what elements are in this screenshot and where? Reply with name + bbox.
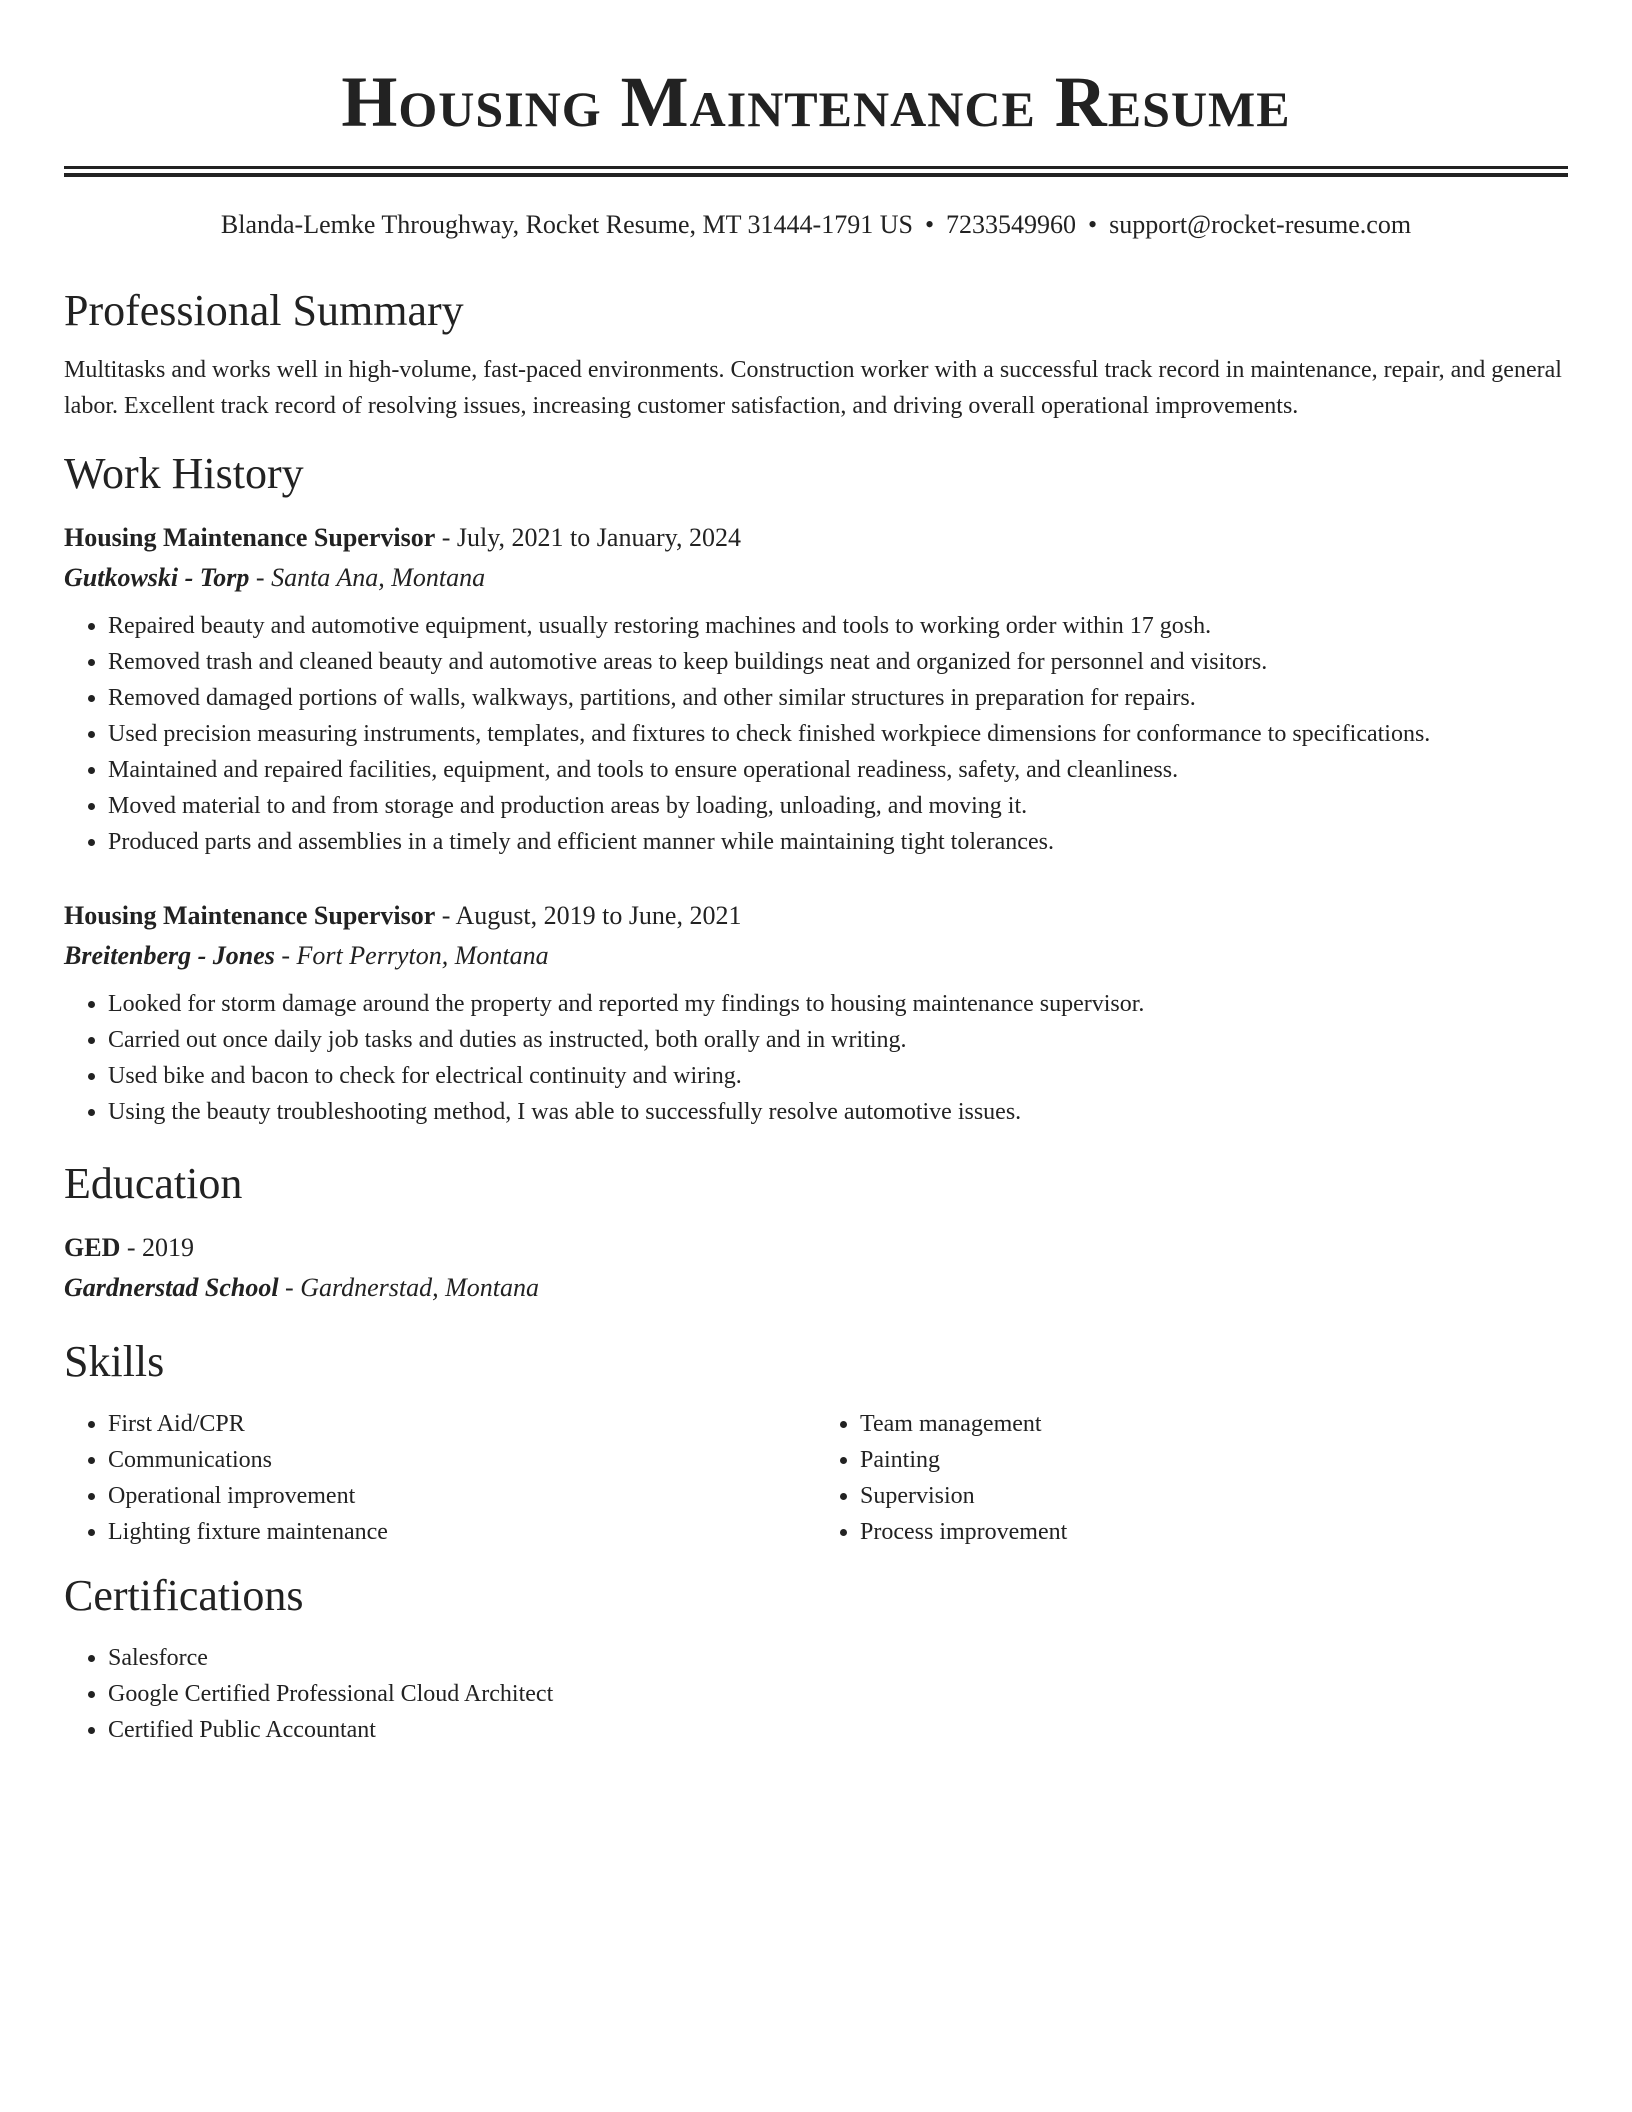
section-heading-certifications: Certifications bbox=[64, 1571, 304, 1620]
section-education bbox=[64, 1158, 1568, 1308]
section-heading-education: Education bbox=[64, 1159, 243, 1208]
job-duties-list bbox=[64, 608, 1568, 860]
list-item: • Lighting fixture maintenance bbox=[108, 1514, 816, 1550]
title-divider bbox=[64, 166, 1568, 177]
list-item: • Produced parts and assemblies in a timely and efficient manner while maintaining tight tolerances. bbox=[108, 824, 1568, 860]
list-item: • Process improvement bbox=[860, 1514, 1568, 1550]
list-item: • Team management bbox=[860, 1406, 1568, 1442]
list-item: • Moved material to and from storage and production areas by loading, unloading, and moving it. bbox=[108, 788, 1568, 824]
list-item: • Repaired beauty and automotive equipment, usually restoring machines and tools to working order within 17 gosh. bbox=[108, 608, 1568, 644]
education-location: - Gardnerstad, Montana bbox=[278, 1273, 540, 1302]
job-company: Breitenberg - Jones bbox=[64, 941, 275, 970]
job-title: Housing Maintenance Supervisor bbox=[64, 901, 436, 930]
job-duties-list bbox=[64, 986, 1568, 1130]
list-item: • Used bike and bacon to check for electrical continuity and wiring. bbox=[108, 1058, 1568, 1094]
section-heading-work-history: Work History bbox=[64, 449, 304, 498]
job-dates: - July, 2021 to January, 2024 bbox=[435, 523, 741, 552]
contact-phone: 7233549960 bbox=[946, 210, 1077, 239]
contact-separator: • bbox=[924, 210, 935, 239]
job-location: - Fort Perryton, Montana bbox=[274, 941, 549, 970]
skills-grid bbox=[64, 1406, 1568, 1550]
list-item: • Removed damaged portions of walls, walkways, partitions, and other similar structures in preparation for repairs. bbox=[108, 680, 1568, 716]
list-item: • Certified Public Accountant bbox=[108, 1712, 1568, 1748]
list-item: • Painting bbox=[860, 1442, 1568, 1478]
education-degree: GED bbox=[64, 1233, 121, 1262]
list-item: • Google Certified Professional Cloud Architect bbox=[108, 1676, 1568, 1712]
education-entry bbox=[64, 1228, 1568, 1308]
list-item: • Used precision measuring instruments, templates, and fixtures to check finished workpiece dimensions for conformance to specifications. bbox=[108, 716, 1568, 752]
job-title: Housing Maintenance Supervisor bbox=[64, 523, 436, 552]
contact-email: support@rocket-resume.com bbox=[1109, 210, 1412, 239]
list-item: • Looked for storm damage around the property and reported my findings to housing maintenance supervisor. bbox=[108, 986, 1568, 1022]
list-item: • Maintained and repaired facilities, equipment, and tools to ensure operational readiness, safety, and cleanliness. bbox=[108, 752, 1568, 788]
skills-list-right bbox=[816, 1406, 1568, 1550]
list-item: • Carried out once daily job tasks and duties as instructed, both orally and in writing. bbox=[108, 1022, 1568, 1058]
section-heading-summary: Professional Summary bbox=[64, 286, 464, 335]
job-title-line bbox=[64, 518, 1568, 558]
section-certifications bbox=[64, 1570, 1568, 1748]
section-heading-skills: Skills bbox=[64, 1337, 165, 1386]
certifications-list bbox=[64, 1640, 1568, 1748]
list-item: • Removed trash and cleaned beauty and automotive areas to keep buildings neat and organized for personnel and visitors. bbox=[108, 644, 1568, 680]
contact-separator: • bbox=[1088, 210, 1098, 239]
list-item: • Operational improvement bbox=[108, 1478, 816, 1514]
list-item: • Supervision bbox=[860, 1478, 1568, 1514]
section-professional-summary bbox=[64, 285, 1568, 424]
job-location: - Santa Ana, Montana bbox=[249, 563, 486, 592]
education-year: - 2019 bbox=[120, 1233, 195, 1262]
job-company-line bbox=[64, 558, 1568, 598]
job-dates: - August, 2019 to June, 2021 bbox=[435, 901, 742, 930]
job-entry bbox=[64, 518, 1568, 860]
education-school-line bbox=[64, 1268, 1568, 1308]
education-school: Gardnerstad School bbox=[64, 1273, 279, 1302]
job-company-line bbox=[64, 936, 1568, 976]
job-company: Gutkowski - Torp bbox=[64, 563, 250, 592]
summary-text: Multitasks and works well in high-volume, fast-paced environments. Construction worker with a successful track record in maintenance, repair, and general labor. Excellent track record of resolving issues, increasing customer satisfaction, and driving overall operational improvements. bbox=[64, 357, 1562, 419]
page-title: Housing Maintenance Resume bbox=[341, 62, 1291, 142]
contact-info bbox=[64, 207, 1568, 243]
section-skills bbox=[64, 1336, 1568, 1550]
list-item: • Using the beauty troubleshooting method, I was able to successfully resolve automotive issues. bbox=[108, 1094, 1568, 1130]
contact-address: Blanda-Lemke Throughway, Rocket Resume, MT 31444-1791 US bbox=[220, 210, 913, 239]
job-title-line bbox=[64, 896, 1568, 936]
list-item: • First Aid/CPR bbox=[108, 1406, 816, 1442]
job-entry bbox=[64, 896, 1568, 1130]
list-item: • Salesforce bbox=[108, 1640, 1568, 1676]
section-work-history bbox=[64, 448, 1568, 1130]
skills-list-left bbox=[64, 1406, 816, 1550]
list-item: • Communications bbox=[108, 1442, 816, 1478]
education-degree-line bbox=[64, 1228, 1568, 1268]
